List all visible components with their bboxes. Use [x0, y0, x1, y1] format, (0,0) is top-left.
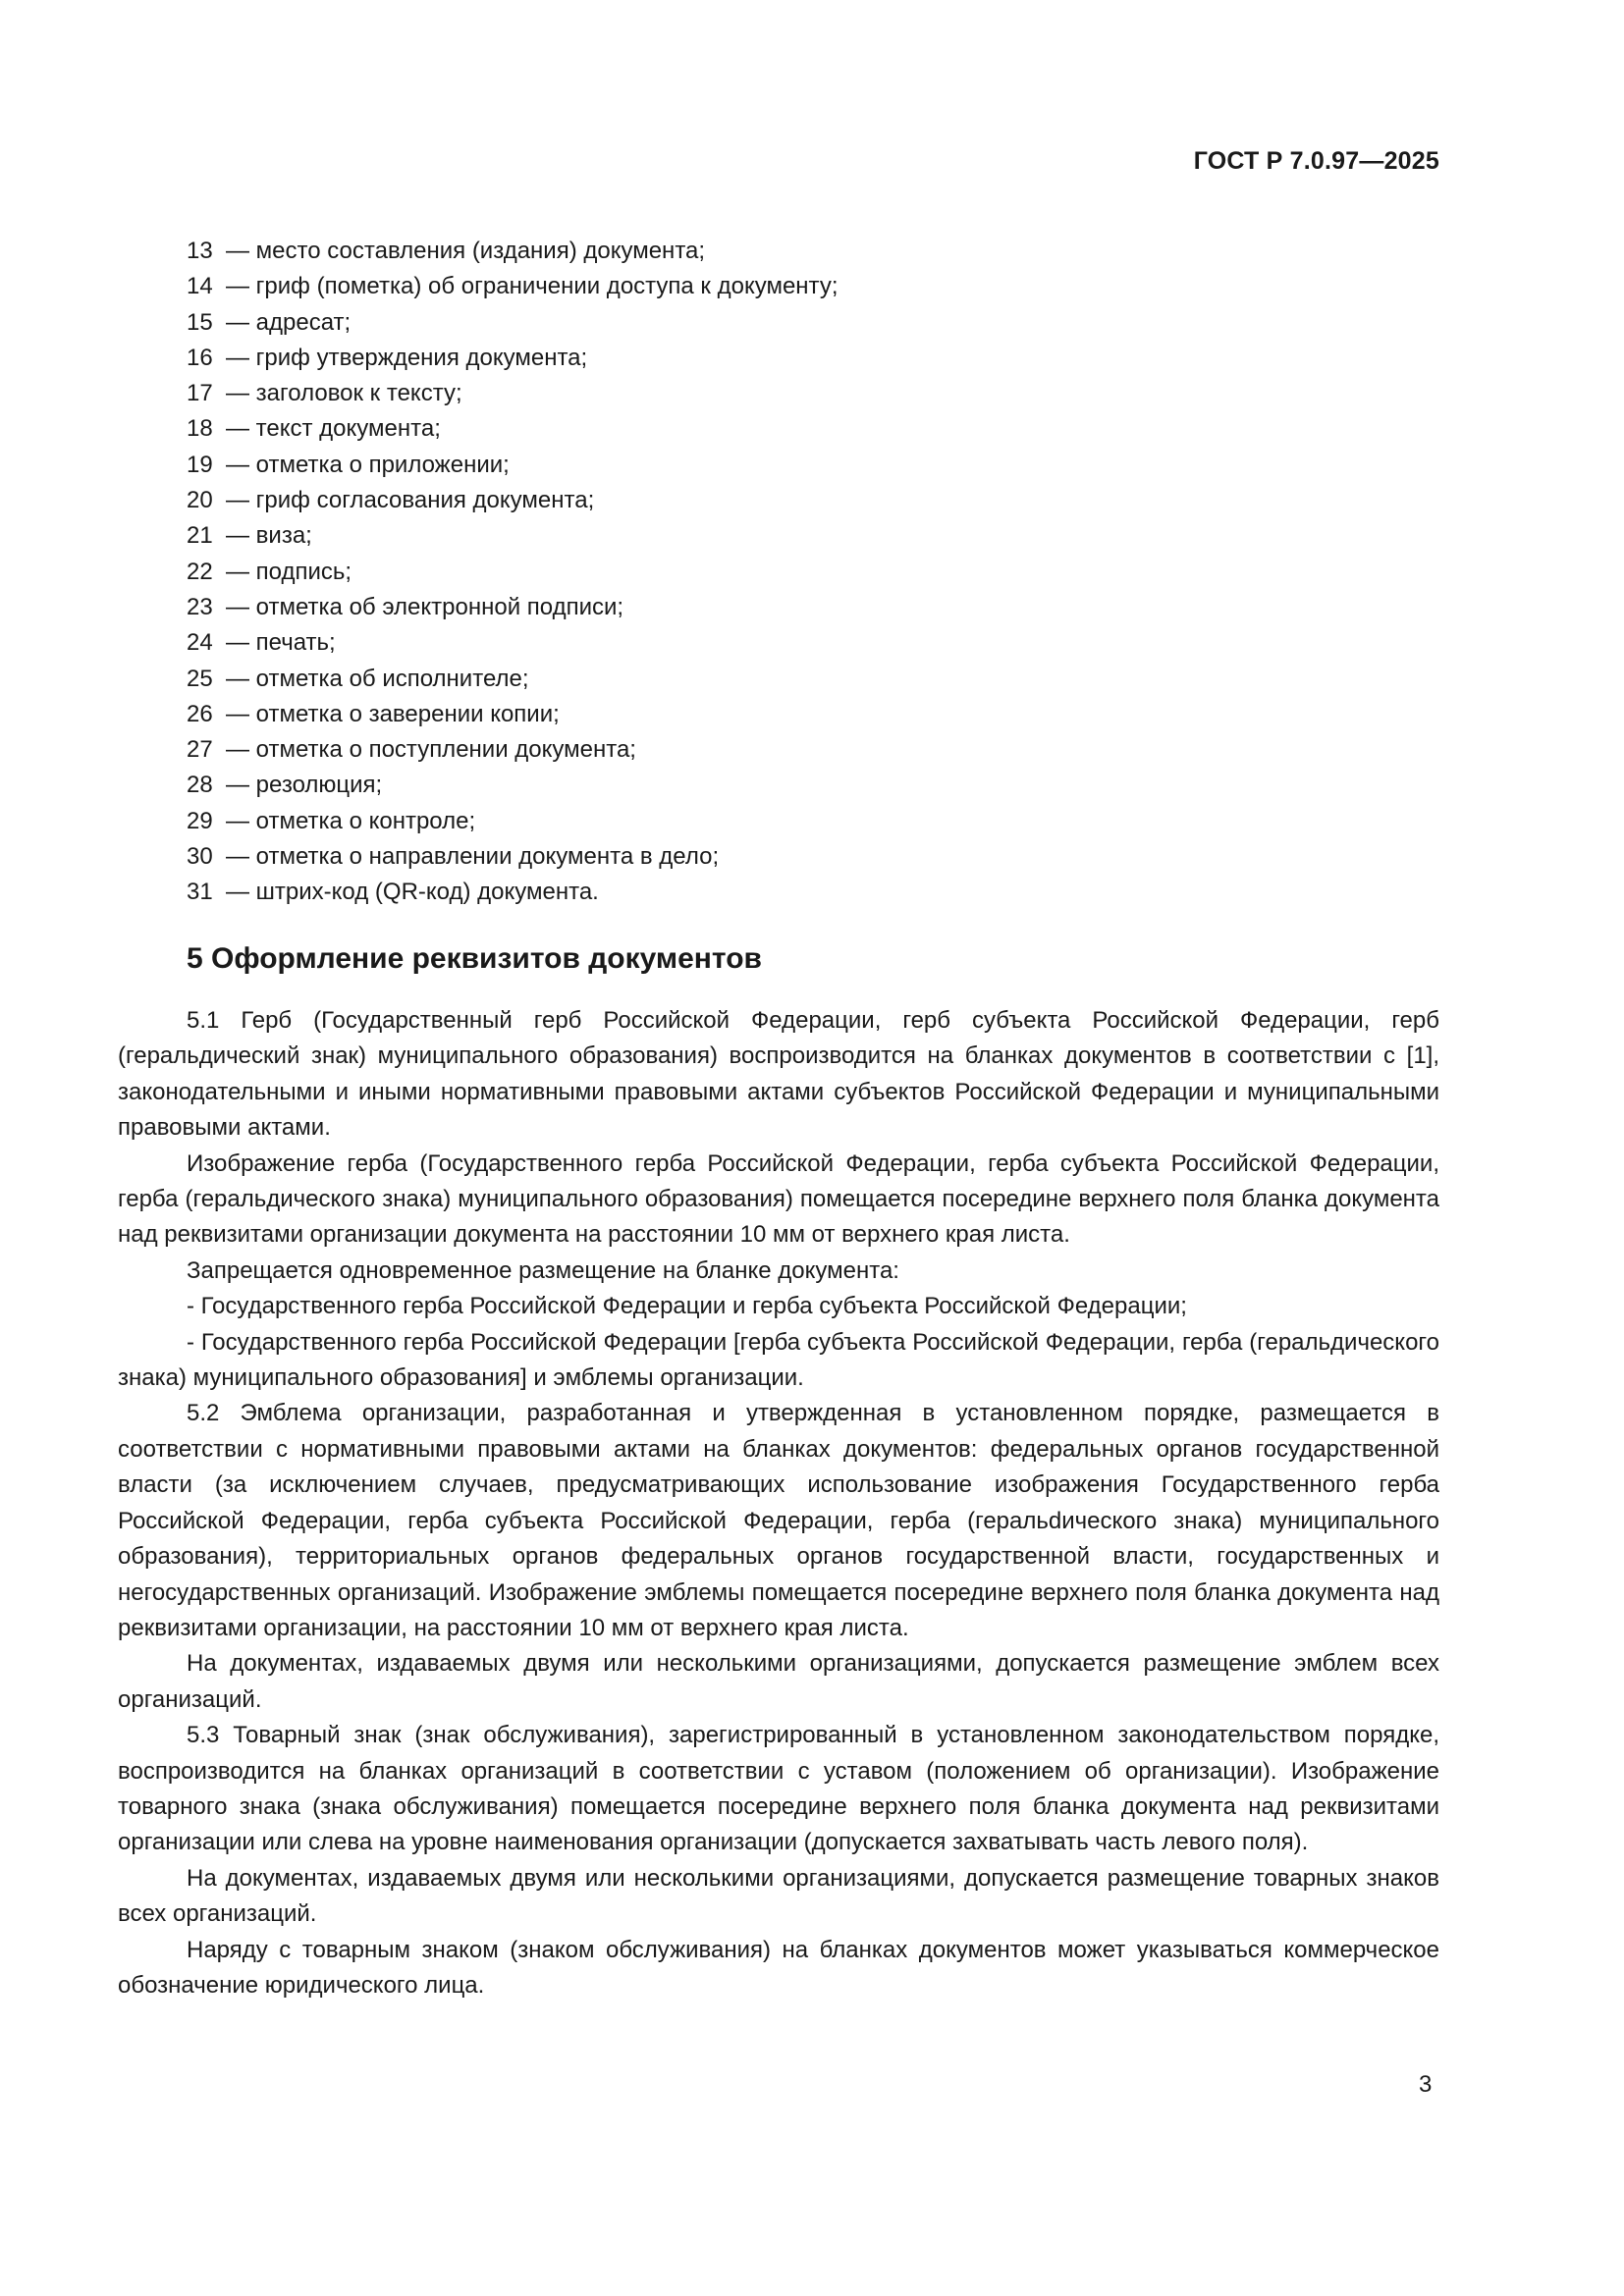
list-item-number: 25	[187, 665, 213, 692]
list-item	[187, 662, 838, 697]
list-item-number: 16	[187, 344, 213, 371]
list-item-number: 24	[187, 629, 213, 657]
list-item-text: — гриф утверждения документа;	[226, 344, 588, 371]
paragraph-5-1: 5.1 Герб (Государственный герб Российской Федерации, герб субъекта Российской Федерации, герб (геральдический знак) муниципального образования) воспроизводится на бланках документов в соответствии с [1], законодательными и иными нормативными правовыми актами субъектов Российской Федерации и муниципальными правовыми актами.	[118, 1007, 1439, 1142]
list-item	[187, 625, 838, 661]
list-item-text: — печать;	[226, 629, 336, 657]
list-item-number: 17	[187, 380, 213, 407]
list-item-text: — отметка об электронной подписи;	[226, 593, 624, 620]
list-item-text: — отметка о направлении документа в дело;	[226, 843, 720, 871]
list-item-number: 23	[187, 593, 213, 620]
list-item-number: 28	[187, 772, 213, 799]
list-item	[187, 518, 838, 554]
list-item	[187, 269, 838, 304]
paragraph-emblems-multiple-orgs: На документах, издаваемых двумя или несколькими организациями, допускается размещение эмблем всех организаций.	[118, 1650, 1439, 1713]
requisites-list	[187, 234, 838, 911]
list-item-number: 30	[187, 843, 213, 871]
list-item-text: — отметка о поступлении документа;	[226, 736, 636, 764]
list-item-number: 26	[187, 700, 213, 727]
paragraph-commercial-designation: Наряду с товарным знаком (знаком обслуживания) на бланках документов может указываться коммерческое обозначение юридического лица.	[118, 1936, 1439, 1999]
list-item-number: 20	[187, 487, 213, 514]
list-item	[187, 804, 838, 839]
paragraph-prohibition: Запрещается одновременное размещение на бланке документа:	[187, 1256, 899, 1284]
list-item-text: — отметка о контроле;	[226, 807, 476, 834]
list-item-text: — резолюция;	[226, 772, 383, 799]
list-item-text: — адресат;	[226, 308, 352, 336]
paragraph-5-3: 5.3 Товарный знак (знак обслуживания), зарегистрированный в установленном законодательством порядке, воспроизводится на бланках организаций в соответствии с уставом (положением об организации). Изображение товарного знака (знака обслуживания) помещается посередине верхнего поля бланка документа над реквизитами организации или слева на уровне наименования организации (допускается захватывать часть левого поля).	[118, 1722, 1439, 1856]
list-item	[187, 839, 838, 875]
list-item-number: 27	[187, 736, 213, 764]
list-item-text: — текст документа;	[226, 415, 441, 443]
paragraph-coat-of-arms-placement: Изображение герба (Государственного герба Российской Федерации, герба субъекта Российской Федерации, герба (геральдического знака) муниципального образования) помещается посередине верхнего поля бланка документа над реквизитами организации документа на расстоянии 10 мм от верхнего края листа.	[118, 1149, 1439, 1249]
list-item-number: 22	[187, 558, 213, 585]
list-item	[187, 768, 838, 803]
prohibition-item: - Государственного герба Российской Федерации и герба субъекта Российской Федерации;	[187, 1293, 1187, 1320]
list-item-text: — отметка о заверении копии;	[226, 700, 560, 727]
list-item	[187, 448, 838, 483]
list-item	[187, 341, 838, 376]
list-item	[187, 376, 838, 411]
section-body	[118, 1003, 1439, 2003]
list-item-number: 29	[187, 807, 213, 834]
list-item-number: 31	[187, 879, 213, 906]
list-item-text: — отметка об исполнителе;	[226, 665, 529, 692]
list-item-number: 19	[187, 451, 213, 478]
paragraph-trademarks-multiple-orgs: На документах, издаваемых двумя или несколькими организациями, допускается размещение товарных знаков всех организаций.	[118, 1864, 1439, 1928]
list-item-number: 21	[187, 522, 213, 550]
list-item-number: 13	[187, 238, 213, 264]
list-item-text: — гриф (пометка) об ограничении доступа к документу;	[226, 273, 839, 300]
list-item	[187, 483, 838, 518]
standard-code-header: ГОСТ Р 7.0.97—2025	[1193, 147, 1439, 175]
list-item	[187, 555, 838, 590]
list-item-number: 15	[187, 308, 213, 336]
list-item	[187, 732, 838, 768]
list-item-number: 14	[187, 273, 213, 300]
list-item-text: — гриф согласования документа;	[226, 487, 595, 514]
list-item-number: 18	[187, 415, 213, 443]
list-item-text: — подпись;	[226, 558, 352, 585]
paragraph-5-2: 5.2 Эмблема организации, разработанная и утвержденная в установленном порядке, размещается в соответствии с нормативными правовыми актами на бланках документов: федеральных органов государственной власти (за исключением случаев, предусматривающих использование изображения Государственного герба Российской Федерации, герба субъекта Российской Федерации, герба (геральdического знака) муниципального образования), территориальных органов федеральных органов государственной власти, государственных и негосударственных организаций. Изображение эмблемы помещается посередине верхнего поля бланка документа над реквизитами организации, на расстоянии 10 мм от верхнего края листа.	[118, 1400, 1439, 1641]
list-item	[187, 305, 838, 341]
list-item	[187, 697, 838, 732]
list-item	[187, 875, 838, 910]
list-item-text: — виза;	[226, 522, 312, 550]
list-item-text: — заголовок к тексту;	[226, 380, 462, 407]
list-item-text: — место составления (издания) документа;	[226, 238, 706, 264]
section-heading: 5 Оформление реквизитов документов	[187, 942, 762, 975]
list-item-text: — отметка о приложении;	[226, 451, 510, 478]
list-item	[187, 411, 838, 447]
prohibition-item: - Государственного герба Российской Федерации [герба субъекта Российской Федерации, герба (геральдического знака) муниципального образования] и эмблемы организации.	[118, 1328, 1439, 1392]
list-item-text: — штрих-код (QR-код) документа.	[226, 879, 599, 906]
list-item	[187, 590, 838, 625]
list-item	[187, 234, 838, 269]
page-number: 3	[1419, 2071, 1433, 2098]
